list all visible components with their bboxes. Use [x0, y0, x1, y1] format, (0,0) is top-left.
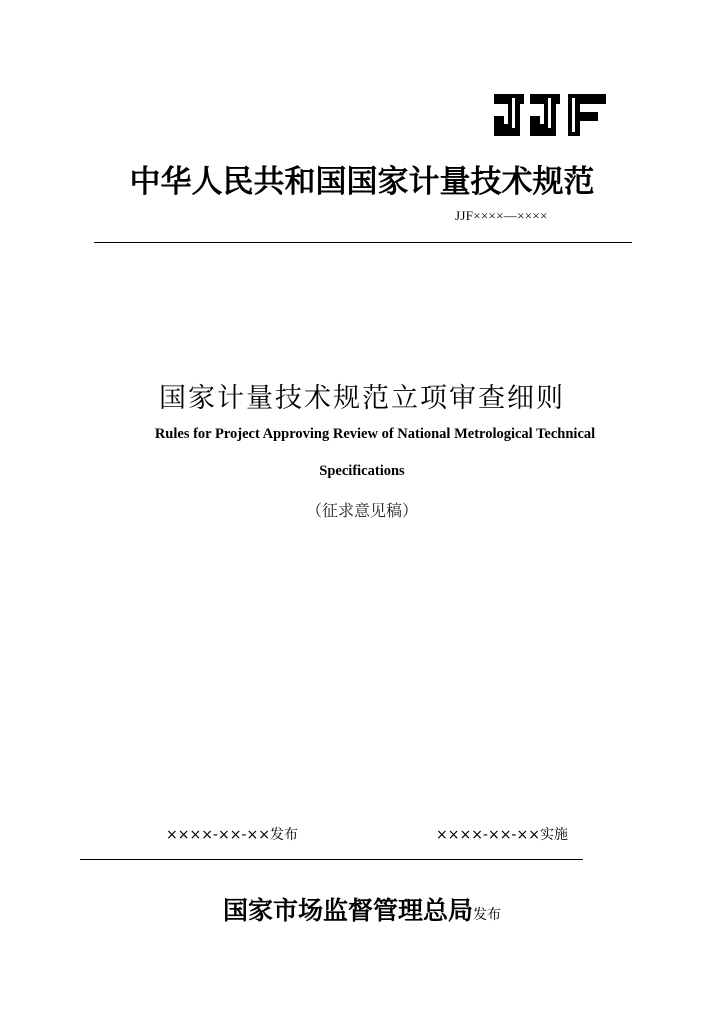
bottom-divider: [80, 859, 583, 860]
issuer-suffix: 发布: [473, 907, 501, 923]
issuer-name: 国家市场监督管理总局: [222, 896, 473, 925]
standard-heading: 中华人民共和国国家计量技术规范: [129, 164, 595, 200]
draft-label: （征求意见稿）: [305, 501, 418, 520]
top-divider: [94, 242, 632, 243]
jjf-logo: [490, 92, 610, 142]
document-number: JJF××××—××××: [455, 208, 548, 223]
title-english-line-2: Specifications: [319, 463, 405, 479]
effective-date: ××××-××-××实施: [436, 827, 568, 843]
publish-date: ××××-××-××发布: [166, 827, 298, 843]
title-english-line-1: Rules for Project Approving Review of National Metrological Technical: [154, 426, 596, 442]
title-chinese: 国家计量技术规范立项审查细则: [159, 383, 565, 414]
issuer-line: [0, 891, 724, 927]
